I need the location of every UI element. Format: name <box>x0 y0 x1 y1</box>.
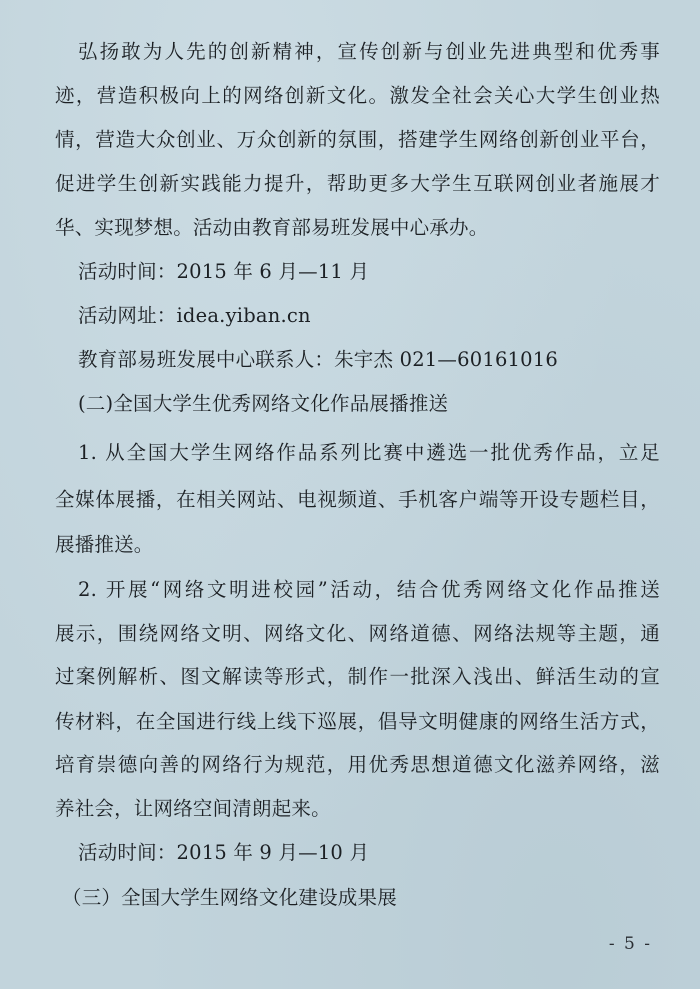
paragraph-line: 华、实现梦想。活动由教育部易班发展中心承办。 <box>55 216 489 239</box>
item-line: 全媒体展播，在相关网站、电视频道、手机客户端等开设专题栏目， <box>55 488 660 511</box>
paragraph-line: 促进学生创新实践能力提升，帮助更多大学生互联网创业者施展才 <box>55 172 660 195</box>
item-line: 养社会，让网络空间清朗起来。 <box>55 797 331 820</box>
paragraph-line: 迹，营造积极向上的网络创新文化。激发全社会关心大学生创业热 <box>55 84 660 107</box>
item-line: 1. 从全国大学生网络作品系列比赛中遴选一批优秀作品，立足 <box>78 441 660 464</box>
activity-time: 活动时间：2015 年 6 月—11 月 <box>78 260 370 283</box>
activity-url: 活动网址：idea.yiban.cn <box>78 304 311 327</box>
paragraph-line: 弘扬敢为人先的创新精神，宣传创新与创业先进典型和优秀事 <box>78 40 660 63</box>
activity-time: 活动时间：2015 年 9 月—10 月 <box>78 841 370 864</box>
item-line: 展示，围绕网络文明、网络文化、网络道德、网络法规等主题，通 <box>55 622 660 645</box>
item-line: 2. 开展“网络文明进校园”活动，结合优秀网络文化作品推送 <box>78 578 660 601</box>
item-line: 传材料，在全国进行线上线下巡展，倡导文明健康的网络生活方式， <box>55 710 660 733</box>
section-heading: （三）全国大学生网络文化建设成果展 <box>62 886 397 909</box>
item-line: 过案例解析、图文解读等形式，制作一批深入浅出、鲜活生动的宣 <box>55 665 660 688</box>
activity-contact: 教育部易班发展中心联系人：朱宇杰 021—60161016 <box>78 348 558 371</box>
item-line: 培育崇德向善的网络行为规范，用优秀思想道德文化滋养网络，滋 <box>55 753 660 776</box>
section-heading: (二)全国大学生优秀网络文化作品展播推送 <box>78 392 449 415</box>
page-number: - 5 - <box>608 934 652 954</box>
paragraph-line: 情，营造大众创业、万众创新的氛围，搭建学生网络创新创业平台， <box>55 128 660 151</box>
item-line: 展播推送。 <box>55 533 154 556</box>
